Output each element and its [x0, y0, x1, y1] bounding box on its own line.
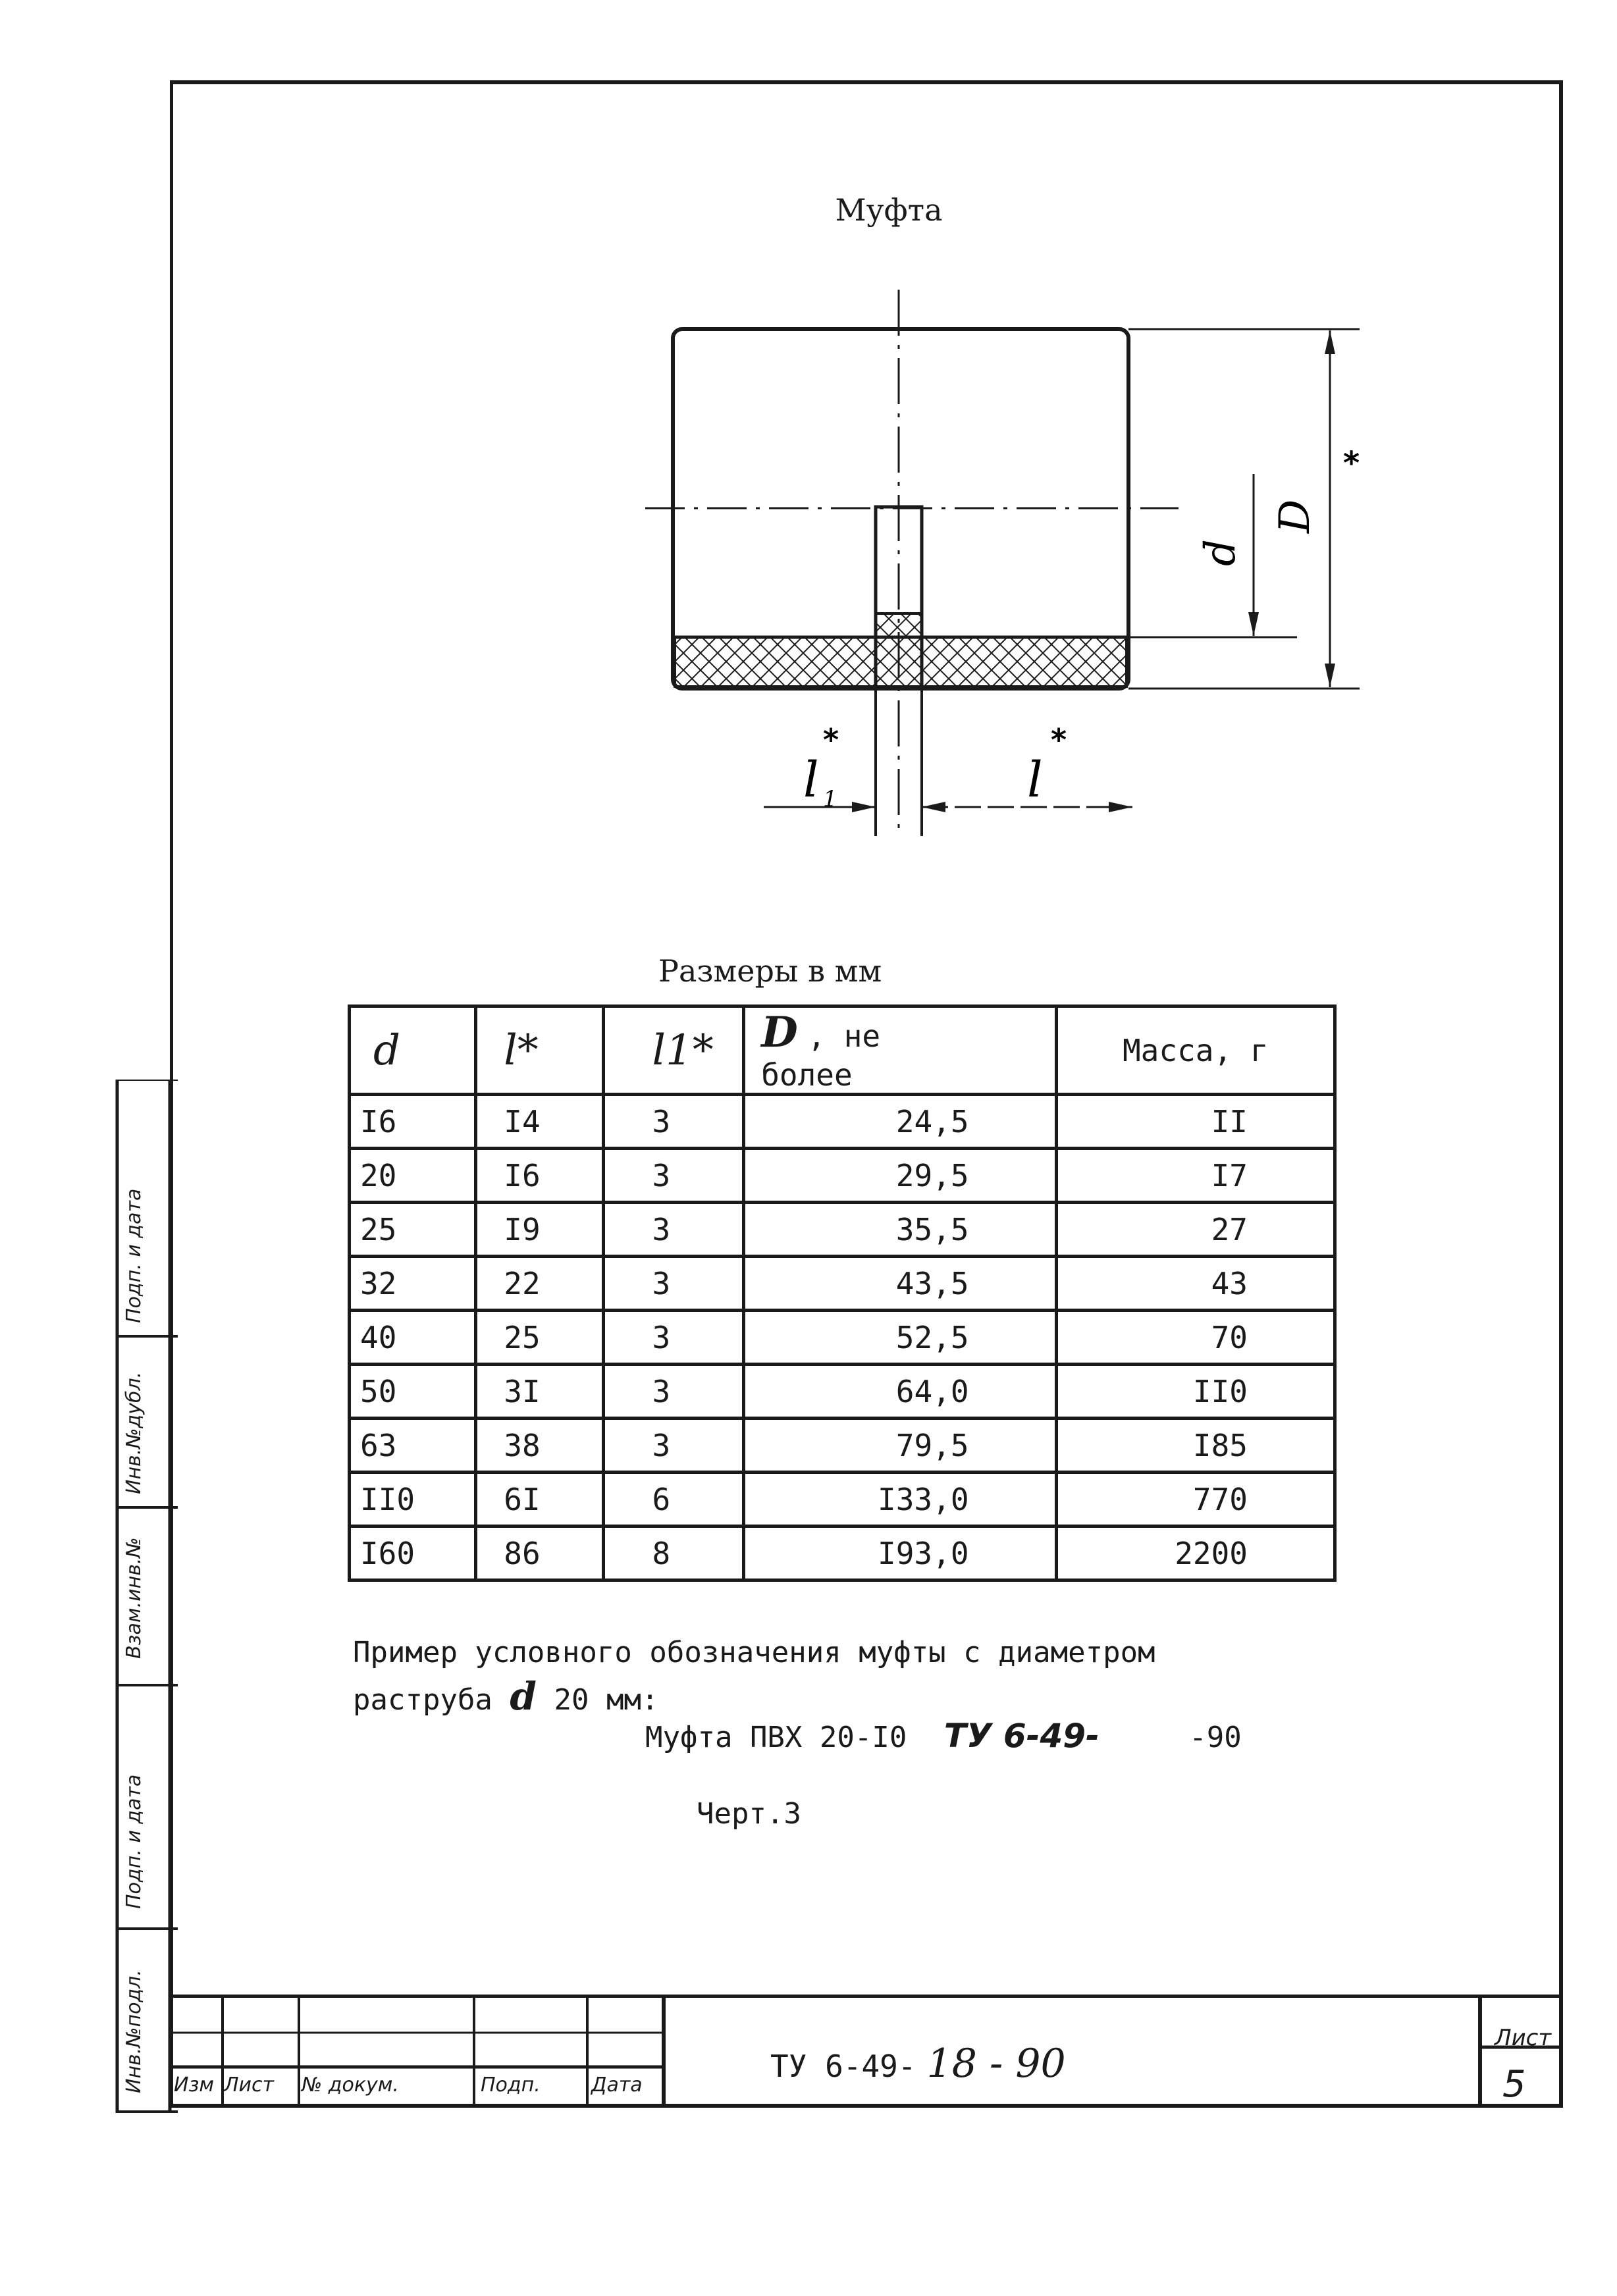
cell-l: 38: [476, 1419, 603, 1473]
note-line-2: [353, 1675, 1340, 1722]
dim-label-l: l: [1027, 752, 1043, 808]
cell-l: I9: [476, 1203, 603, 1257]
cell-d: 20: [350, 1149, 476, 1203]
cell-d: II0: [350, 1473, 476, 1526]
cell-d: I60: [350, 1526, 476, 1580]
dimensions-table: [348, 1004, 1337, 1582]
designation-example: [645, 1717, 1369, 1755]
cell-D: 64,0: [744, 1365, 1056, 1419]
cell-mass: II: [1056, 1095, 1335, 1149]
table-row: [350, 1311, 1335, 1365]
example-year: -90: [1189, 1721, 1242, 1754]
dim-label-l1: l: [803, 752, 819, 808]
header-mass: Масса, г: [1056, 1006, 1335, 1095]
cell-mass: I7: [1056, 1149, 1335, 1203]
table-row: [350, 1095, 1335, 1149]
document-code: [770, 2041, 1066, 2087]
side-label-vzam-inv: Взам.инв.№: [122, 1537, 146, 1659]
table-caption: Размеры в мм: [658, 953, 882, 989]
cell-d: 50: [350, 1365, 476, 1419]
cell-l1: 3: [603, 1311, 744, 1365]
cell-l: 25: [476, 1311, 603, 1365]
cell-mass: 2200: [1056, 1526, 1335, 1580]
stamp-col-izm: Изм: [174, 2074, 215, 2097]
side-label-inv-dubl: Инв.№дубл.: [122, 1371, 146, 1494]
table-row: [350, 1203, 1335, 1257]
side-label-podp-data-1: Подп. и дата: [122, 1774, 146, 1909]
table-row: [350, 1365, 1335, 1419]
table-row: [350, 1526, 1335, 1580]
example-tu: ТУ 6-49-: [943, 1717, 1100, 1755]
stamp-col-date: Дата: [591, 2074, 643, 2097]
cell-l: 6I: [476, 1473, 603, 1526]
cell-l1: 3: [603, 1257, 744, 1311]
table-header-row: [350, 1006, 1335, 1095]
cell-mass: 70: [1056, 1311, 1335, 1365]
stamp-col-sign: Подп.: [481, 2074, 541, 2097]
dim-label-D-star: *: [1343, 445, 1360, 482]
cell-l1: 8: [603, 1526, 744, 1580]
cell-D: 29,5: [744, 1149, 1056, 1203]
cell-l1: 3: [603, 1419, 744, 1473]
figure-label: Черт.3: [697, 1797, 801, 1831]
cell-d: 63: [350, 1419, 476, 1473]
header-D-symbol: D: [761, 1008, 798, 1057]
cell-D: 43,5: [744, 1257, 1056, 1311]
cell-mass: 27: [1056, 1203, 1335, 1257]
stamp-col-doc: № докум.: [302, 2074, 399, 2097]
coupling-drawing: [632, 276, 1383, 869]
note-line-2-post: 20 мм:: [554, 1683, 659, 1717]
dim-label-D: D: [1271, 499, 1319, 533]
cell-D: I93,0: [744, 1526, 1056, 1580]
cell-d: 25: [350, 1203, 476, 1257]
dim-label-d: d: [1196, 539, 1245, 566]
cell-l1: 3: [603, 1095, 744, 1149]
cell-l1: 3: [603, 1365, 744, 1419]
dim-label-l1-sub: 1: [823, 786, 837, 812]
designation-note: [353, 1631, 1340, 1722]
header-D-text: , не более: [761, 1018, 881, 1093]
cell-l1: 3: [603, 1149, 744, 1203]
stamp-col-list: Лист: [224, 2074, 275, 2097]
cell-l1: 6: [603, 1473, 744, 1526]
cell-d: 32: [350, 1257, 476, 1311]
header-l1: l1*: [603, 1006, 744, 1095]
coupling-wall-hatch: [675, 637, 1127, 687]
cell-D: 79,5: [744, 1419, 1056, 1473]
note-line-2-d: d: [510, 1674, 537, 1719]
document-code-printed: ТУ 6-49-: [770, 2048, 916, 2084]
page-title: Муфта: [835, 192, 943, 228]
cell-l: I6: [476, 1149, 603, 1203]
table-row: [350, 1149, 1335, 1203]
sheet-label: Лист: [1495, 2025, 1552, 2051]
cell-mass: 43: [1056, 1257, 1335, 1311]
document-code-handwritten: 18 - 90: [926, 2041, 1066, 2087]
sheet-number: 5: [1502, 2063, 1526, 2106]
side-label-podp-data-2: Подп. и дата: [122, 1188, 146, 1323]
header-D: [744, 1006, 1056, 1095]
cell-l: 86: [476, 1526, 603, 1580]
header-d: d: [350, 1006, 476, 1095]
cell-d: I6: [350, 1095, 476, 1149]
note-line-2-pre: раструба: [353, 1683, 492, 1717]
cell-d: 40: [350, 1311, 476, 1365]
dim-label-l-star: *: [1051, 722, 1067, 758]
dim-label-l1-star: *: [823, 722, 839, 758]
cell-mass: I85: [1056, 1419, 1335, 1473]
cell-l: I4: [476, 1095, 603, 1149]
side-label-inv-podl: Инв.№подл.: [122, 1970, 146, 2093]
cell-D: 24,5: [744, 1095, 1056, 1149]
cell-l: 3I: [476, 1365, 603, 1419]
header-l: l*: [476, 1006, 603, 1095]
table-row: [350, 1257, 1335, 1311]
cell-D: 35,5: [744, 1203, 1056, 1257]
cell-mass: 770: [1056, 1473, 1335, 1526]
example-name: Муфта ПВХ 20-I0: [645, 1721, 907, 1754]
cell-D: I33,0: [744, 1473, 1056, 1526]
cell-l: 22: [476, 1257, 603, 1311]
note-line-1: Пример условного обозначения муфты с диаметром: [353, 1636, 1155, 1669]
cell-D: 52,5: [744, 1311, 1056, 1365]
cell-mass: II0: [1056, 1365, 1335, 1419]
table-row: [350, 1473, 1335, 1526]
cell-l1: 3: [603, 1203, 744, 1257]
table-row: [350, 1419, 1335, 1473]
